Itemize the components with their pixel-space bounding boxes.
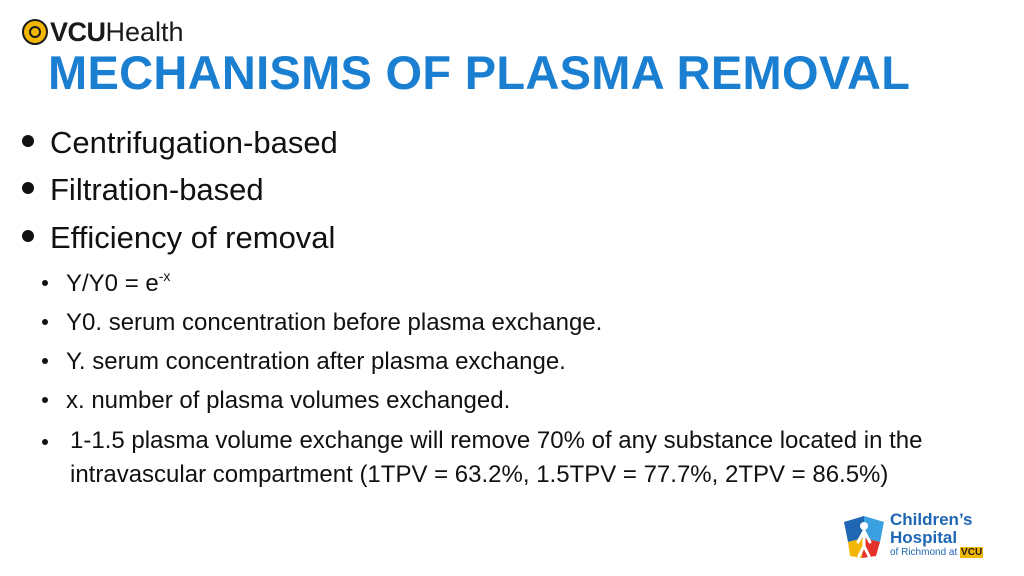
health-logo-text: Health	[105, 16, 184, 47]
sub-bullet-text: Y0. serum concentration before plasma exchange.	[66, 309, 603, 336]
formula-exponent: -x	[158, 268, 171, 284]
bullet-text: Filtration-based	[50, 172, 264, 207]
sub-bullet-dot-icon	[42, 439, 48, 445]
childrens-hospital-mark-icon	[842, 512, 886, 560]
bullet-text: Centrifugation-based	[50, 125, 338, 160]
childrens-logo-line2: Hospital	[890, 528, 958, 547]
sub-bullet-x	[42, 387, 510, 415]
sub-bullet-text: 1-1.5 plasma volume exchange will remove 70% of any substance located in the intravascular compartment (1TPV = 63.2%, 1.5TPV = 77.7%, 2TPV = 86.5%)	[70, 427, 923, 488]
vcu-health-logo	[22, 16, 184, 48]
sub-bullet-dot-icon	[42, 397, 48, 403]
childrens-logo-prefix: of Richmond at	[890, 547, 958, 558]
bullet-dot-icon	[22, 230, 34, 242]
sub-bullet-dot-icon	[42, 280, 48, 286]
sub-bullet-dot-icon	[42, 319, 48, 325]
childrens-logo-line1: Children’s	[890, 510, 973, 529]
sub-bullet-tpv	[42, 424, 1002, 492]
sub-bullet-y0	[42, 309, 602, 337]
sub-bullet-text: Y. serum concentration after plasma exchange.	[66, 348, 566, 375]
bullet-text: Efficiency of removal	[50, 220, 336, 255]
bullet-dot-icon	[22, 182, 34, 194]
vcu-seal-icon	[22, 19, 48, 45]
childrens-logo-line3	[890, 547, 983, 558]
slide-title: MECHANISMS OF PLASMA REMOVAL	[48, 46, 911, 99]
bullet-centrifugation	[22, 125, 338, 161]
childrens-hospital-logo	[842, 512, 1002, 564]
formula-base: Y/Y0 = e	[66, 270, 159, 297]
sub-bullet-dot-icon	[42, 358, 48, 364]
childrens-logo-vcu: VCU	[961, 547, 983, 558]
bullet-dot-icon	[22, 135, 34, 147]
vcu-logo-text: VCU	[50, 16, 106, 47]
formula-bullet	[42, 270, 170, 298]
sub-bullet-text: x. number of plasma volumes exchanged.	[66, 387, 511, 414]
sub-bullet-y	[42, 348, 566, 376]
bullet-filtration	[22, 172, 264, 208]
bullet-efficiency	[22, 220, 335, 256]
